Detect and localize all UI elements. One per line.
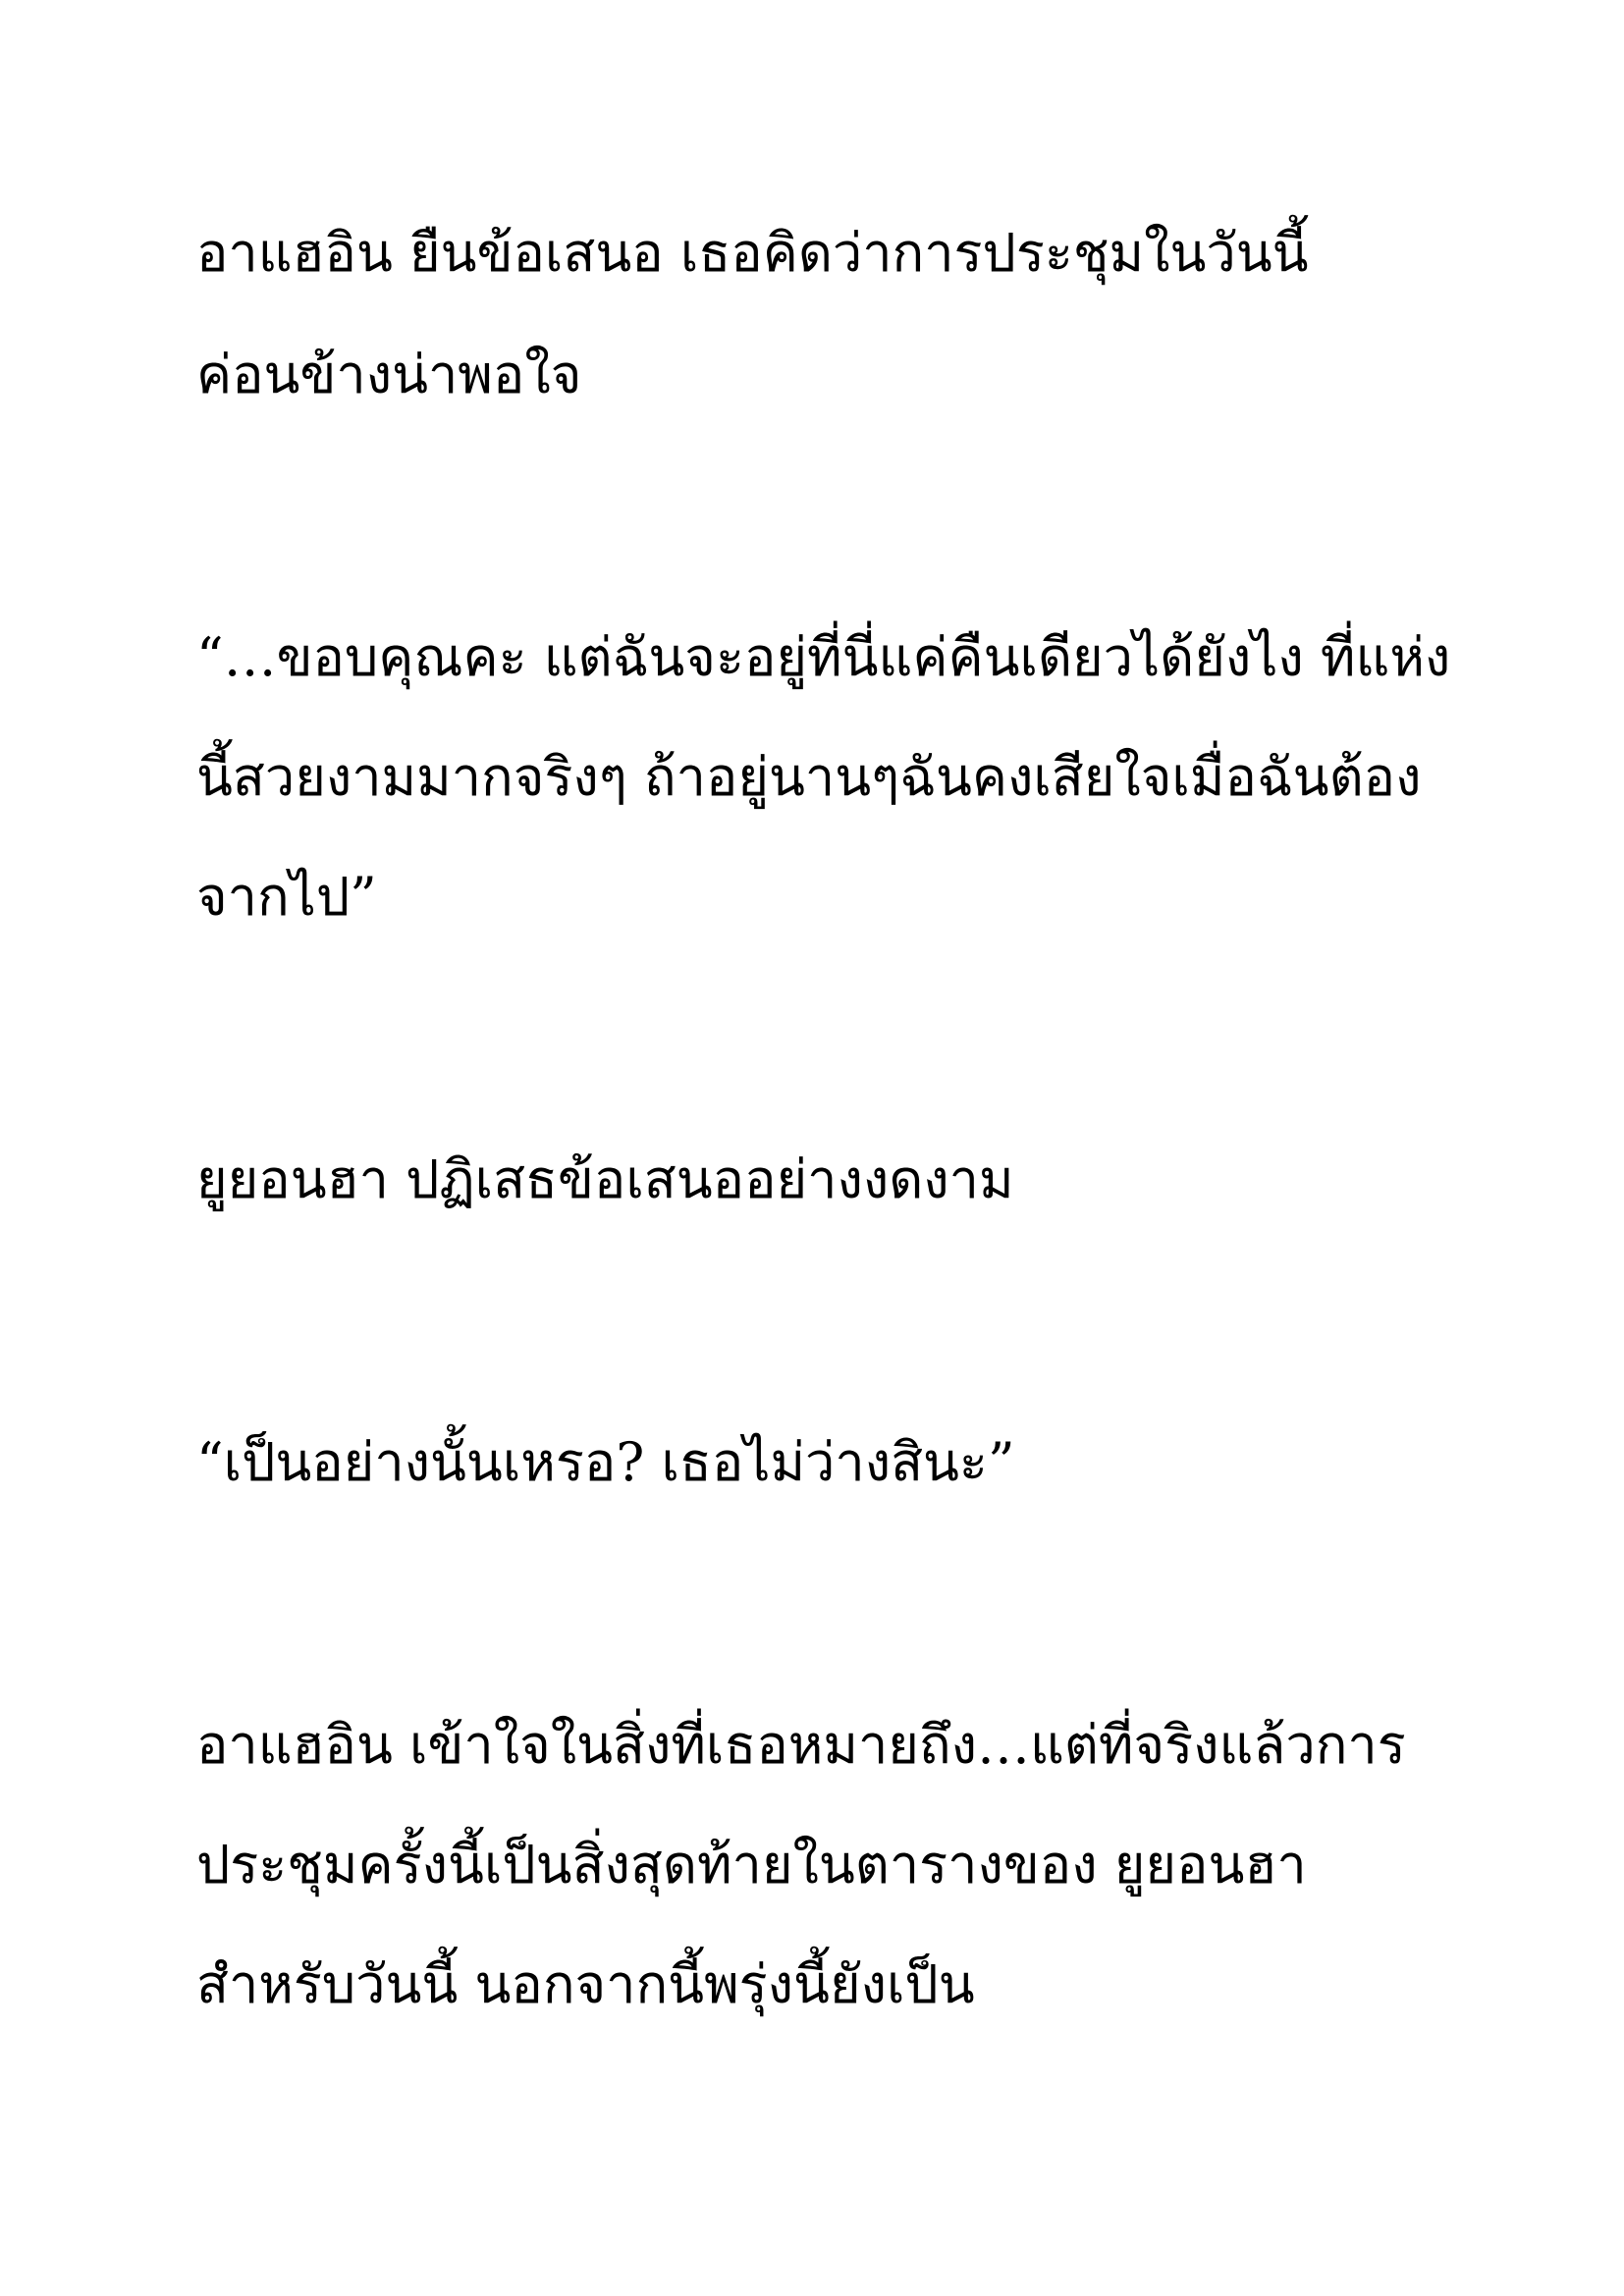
paragraph-line: สำหรับวันนี้ นอกจากนี้พรุ่งนี้ยังเป็น bbox=[196, 1953, 975, 2015]
paragraph-line: “เป็นอย่างนั้นเหรอ? เธอไม่ว่างสินะ” bbox=[196, 1431, 1015, 1493]
paragraph-line: ค่อนข้างน่าพอใจ bbox=[196, 344, 582, 405]
paragraph-line: “…ขอบคุณคะ แต่ฉันจะอยู่ที่นี่แค่คืนเดียวได้ยังไง ที่แห่ง bbox=[196, 626, 1451, 688]
paragraph-line: ประชุมครั้งนี้เป็นสิ่งสุดท้ายในตารางของ ยูยอนฮา bbox=[196, 1834, 1307, 1896]
paragraph-line: จากไป” bbox=[196, 866, 377, 928]
paragraph-line: นี้สวยงามมากจริงๆ ถ้าอยู่นานๆฉันคงเสียใจเมื่อฉันต้อง bbox=[196, 746, 1422, 808]
paragraph-line: อาแฮอิน ยืนข้อเสนอ เธอคิดว่าการประชุมในวันนี้ bbox=[196, 222, 1309, 284]
paragraph-line: ยูยอนฮา ปฏิเสธข้อเสนออย่างงดงาม bbox=[196, 1148, 1014, 1210]
paragraph-line: อาแฮอิน เข้าใจในสิ่งที่เธอหมายถึง…แต่ที่จริงแล้วการ bbox=[196, 1714, 1406, 1776]
